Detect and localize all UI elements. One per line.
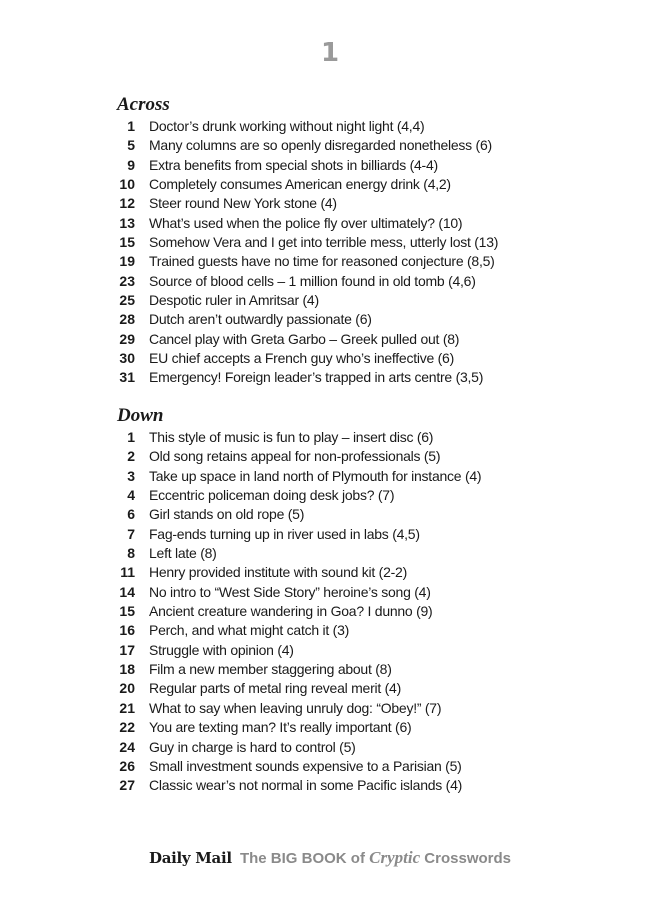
across-clue-12 bbox=[117, 194, 498, 213]
across-clue-25 bbox=[117, 291, 498, 310]
clue-number: 14 bbox=[119, 583, 135, 600]
across-clue-5 bbox=[117, 136, 498, 155]
clue-text: Regular parts of metal ring reveal merit (4) bbox=[149, 680, 401, 697]
clue-text: Steer round New York stone (4) bbox=[149, 195, 337, 212]
clue-text: Eccentric policeman doing desk jobs? (7) bbox=[149, 487, 395, 504]
down-clue-1 bbox=[117, 428, 481, 447]
clue-number: 21 bbox=[119, 699, 135, 716]
clue-number: 30 bbox=[119, 350, 135, 367]
book-title-part3: Crosswords bbox=[424, 850, 511, 867]
across-clue-10 bbox=[117, 175, 498, 194]
clue-text: Perch, and what might catch it (3) bbox=[149, 622, 350, 639]
clue-number: 1 bbox=[127, 429, 135, 445]
clue-text: Small investment sounds expensive to a Parisian (5) bbox=[149, 757, 462, 774]
clue-number: 15 bbox=[119, 603, 135, 620]
clue-text: Extra benefits from special shots in billiards (4-4) bbox=[149, 156, 438, 173]
across-clue-15 bbox=[117, 233, 498, 252]
down-clue-3 bbox=[117, 467, 481, 486]
clue-number: 4 bbox=[127, 487, 135, 504]
across-clue-1 bbox=[117, 117, 498, 136]
clue-number: 11 bbox=[120, 564, 135, 581]
daily-mail-logo: Daily Mail bbox=[148, 849, 232, 867]
clue-text: What to say when leaving unruly dog: “Obey!” (7) bbox=[149, 699, 442, 716]
clue-text: Many columns are so openly disregarded nonetheless (6) bbox=[149, 137, 492, 154]
clue-number: 19 bbox=[119, 253, 135, 270]
down-clue-list bbox=[117, 428, 481, 796]
across-heading: Across bbox=[117, 94, 170, 115]
across-clue-28 bbox=[117, 310, 498, 329]
across-clue-29 bbox=[117, 330, 498, 349]
across-clue-19 bbox=[117, 252, 498, 271]
clue-text: Left late (8) bbox=[149, 545, 217, 562]
clue-text: Girl stands on old rope (5) bbox=[149, 506, 305, 523]
down-clue-27 bbox=[117, 776, 481, 795]
clue-number: 8 bbox=[127, 545, 135, 562]
down-clue-6 bbox=[117, 505, 481, 524]
clue-text: Dutch aren’t outwardly passionate (6) bbox=[149, 311, 372, 328]
clue-number: 6 bbox=[127, 506, 135, 523]
clue-number: 31 bbox=[119, 369, 135, 386]
down-clue-7 bbox=[117, 525, 481, 544]
clue-text: Emergency! Foreign leader’s trapped in arts centre (3,5) bbox=[149, 369, 484, 386]
down-clue-17 bbox=[117, 641, 481, 660]
clue-text: Trained guests have no time for reasoned conjecture (8,5) bbox=[149, 253, 495, 270]
clue-text: Classic wear’s not normal in some Pacific islands (4) bbox=[149, 777, 463, 794]
clue-number: 12 bbox=[119, 195, 135, 212]
clue-number: 27 bbox=[119, 777, 135, 794]
across-clue-30 bbox=[117, 349, 498, 368]
footer bbox=[0, 848, 660, 868]
clue-number: 16 bbox=[119, 622, 135, 639]
clue-number: 5 bbox=[127, 137, 135, 154]
down-section bbox=[117, 405, 481, 796]
clue-number: 13 bbox=[119, 214, 135, 231]
down-clue-8 bbox=[117, 544, 481, 563]
down-clue-18 bbox=[117, 660, 481, 679]
book-title-cryptic: Cryptic bbox=[369, 848, 421, 867]
across-clue-9 bbox=[117, 156, 498, 175]
clue-text: You are texting man? It’s really important (6) bbox=[149, 719, 412, 736]
clue-text: Fag-ends turning up in river used in labs (4,5) bbox=[149, 525, 420, 542]
clue-number: 29 bbox=[119, 330, 135, 347]
clue-text: This style of music is fun to play – insert disc (6) bbox=[149, 429, 434, 445]
clue-text: No intro to “West Side Story” heroine’s song (4) bbox=[149, 583, 431, 600]
clue-text: What’s used when the police fly over ultimately? (10) bbox=[149, 214, 463, 231]
down-clue-4 bbox=[117, 486, 481, 505]
clue-text: Source of blood cells – 1 million found in old tomb (4,6) bbox=[149, 272, 476, 289]
down-clue-21 bbox=[117, 699, 481, 718]
across-section bbox=[117, 94, 498, 388]
clue-number: 10 bbox=[119, 176, 135, 193]
clue-text: Struggle with opinion (4) bbox=[149, 641, 294, 658]
clue-number: 2 bbox=[127, 448, 135, 465]
clue-text: EU chief accepts a French guy who’s ineffective (6) bbox=[149, 350, 454, 367]
down-clue-11 bbox=[117, 563, 481, 582]
clue-number: 9 bbox=[127, 156, 135, 173]
clue-number: 23 bbox=[119, 272, 135, 289]
clue-text: Despotic ruler in Amritsar (4) bbox=[149, 292, 319, 309]
clue-text: Take up space in land north of Plymouth for instance (4) bbox=[149, 467, 482, 484]
down-clue-22 bbox=[117, 718, 481, 737]
clue-text: Film a new member staggering about (8) bbox=[149, 661, 392, 678]
clue-number: 20 bbox=[119, 680, 135, 697]
across-clue-13 bbox=[117, 214, 498, 233]
clue-number: 26 bbox=[119, 757, 135, 774]
down-clue-24 bbox=[117, 738, 481, 757]
down-heading: Down bbox=[117, 405, 164, 426]
page-number: 1 bbox=[320, 38, 340, 68]
clue-text: Completely consumes American energy drink (4,2) bbox=[149, 176, 451, 193]
clue-number: 3 bbox=[127, 467, 135, 484]
clue-text: Somehow Vera and I get into terrible mess, utterly lost (13) bbox=[149, 234, 499, 251]
book-title-part1: The BIG BOOK of bbox=[239, 850, 365, 867]
clue-text: Doctor’s drunk working without night light (4,4) bbox=[149, 118, 425, 134]
clue-number: 7 bbox=[127, 525, 135, 542]
down-clue-26 bbox=[117, 757, 481, 776]
clue-text: Ancient creature wandering in Goa? I dunno (9) bbox=[149, 603, 433, 620]
clue-number: 17 bbox=[119, 641, 135, 658]
down-clue-16 bbox=[117, 621, 481, 640]
across-clue-31 bbox=[117, 368, 498, 387]
down-clue-15 bbox=[117, 602, 481, 621]
clue-number: 24 bbox=[119, 738, 135, 755]
clue-text: Old song retains appeal for non-professionals (5) bbox=[149, 448, 441, 465]
down-clue-14 bbox=[117, 583, 481, 602]
clue-number: 18 bbox=[119, 661, 135, 678]
clue-text: Guy in charge is hard to control (5) bbox=[149, 738, 356, 755]
clue-number: 25 bbox=[119, 292, 135, 309]
clue-text: Henry provided institute with sound kit (2-2) bbox=[149, 564, 407, 581]
clue-text: Cancel play with Greta Garbo – Greek pulled out (8) bbox=[149, 330, 460, 347]
clue-number: 28 bbox=[119, 311, 135, 328]
across-clue-23 bbox=[117, 272, 498, 291]
across-clue-list bbox=[117, 117, 498, 388]
clue-number: 15 bbox=[119, 234, 135, 251]
clue-number: 1 bbox=[127, 118, 135, 134]
clue-number: 22 bbox=[119, 719, 135, 736]
down-clue-20 bbox=[117, 679, 481, 698]
down-clue-2 bbox=[117, 447, 481, 466]
